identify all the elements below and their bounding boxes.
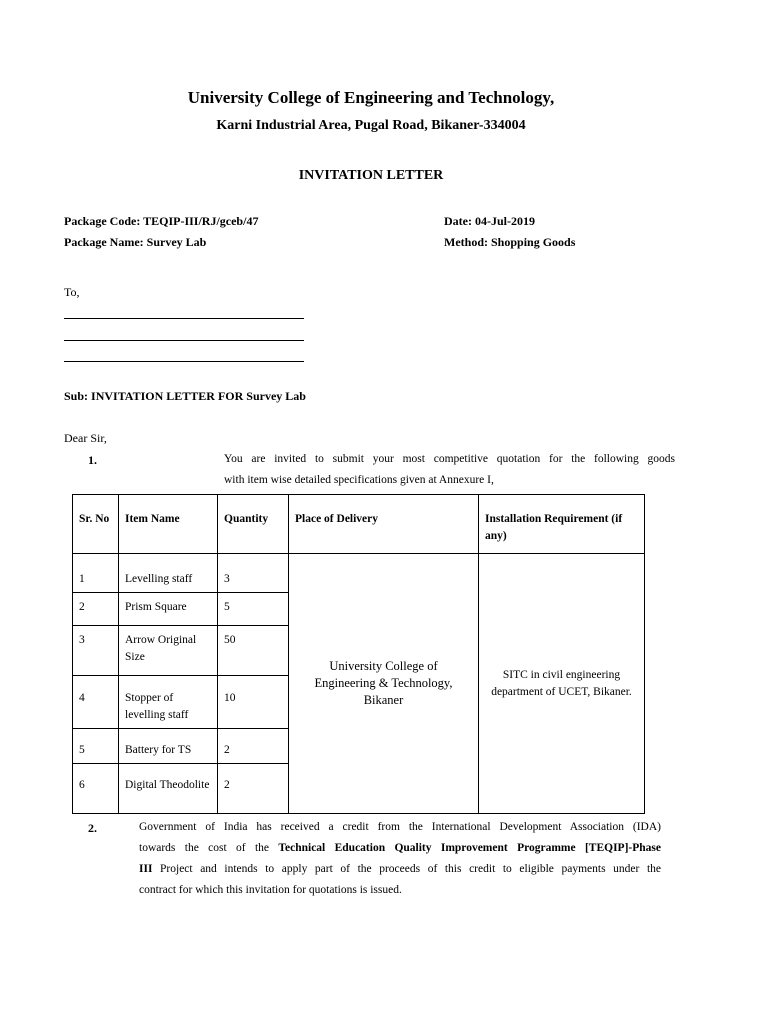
cell-qty: 2 bbox=[218, 764, 289, 814]
cell-item: Stopper of levelling staff bbox=[119, 676, 218, 729]
para2-line3 bbox=[139, 863, 661, 875]
items-table bbox=[72, 494, 645, 814]
table-header-row bbox=[73, 495, 645, 554]
cell-qty: 2 bbox=[218, 729, 289, 764]
teqip-phase: III bbox=[139, 863, 153, 875]
procurement-method: Method: Shopping Goods bbox=[444, 235, 576, 249]
para1-line2: with item wise detailed specifications given at Annexure I, bbox=[224, 474, 494, 486]
header-installation: Installation Requirement (if any) bbox=[479, 495, 645, 554]
package-code: Package Code: TEQIP-III/RJ/gceb/47 bbox=[64, 214, 259, 228]
table-row bbox=[73, 554, 645, 593]
cell-sr: 3 bbox=[73, 626, 119, 676]
recipient-to: To, bbox=[64, 285, 80, 299]
para2-line2-text: towards the cost of the bbox=[139, 842, 279, 854]
recipient-blank-line-2 bbox=[64, 340, 304, 341]
cell-item: Arrow Original Size bbox=[119, 626, 218, 676]
cell-qty: 10 bbox=[218, 676, 289, 729]
para2-line2 bbox=[139, 842, 661, 854]
letter-date: Date: 04-Jul-2019 bbox=[444, 214, 535, 228]
institution-title: University College of Engineering and Technology, bbox=[187, 88, 555, 107]
cell-item: Digital Theodolite bbox=[119, 764, 218, 814]
para2-number: 2. bbox=[88, 821, 97, 835]
cell-qty: 50 bbox=[218, 626, 289, 676]
cell-sr: 2 bbox=[73, 593, 119, 626]
cell-qty: 5 bbox=[218, 593, 289, 626]
recipient-blank-line-3 bbox=[64, 361, 304, 362]
cell-qty: 3 bbox=[218, 554, 289, 593]
institution-address: Karni Industrial Area, Pugal Road, Bikaner-334004 bbox=[216, 118, 526, 133]
header-place-of-delivery: Place of Delivery bbox=[289, 495, 479, 554]
package-name: Package Name: Survey Lab bbox=[64, 235, 207, 249]
salutation: Dear Sir, bbox=[64, 431, 107, 445]
subject-line: Sub: INVITATION LETTER FOR Survey Lab bbox=[64, 389, 306, 403]
para1-line1: You are invited to submit your most competitive quotation for the following goods bbox=[224, 453, 675, 465]
cell-place-of-delivery: University College of Engineering & Technology, Bikaner bbox=[289, 554, 479, 814]
cell-sr: 4 bbox=[73, 676, 119, 729]
cell-item: Prism Square bbox=[119, 593, 218, 626]
para2-line4: contract for which this invitation for quotations is issued. bbox=[139, 884, 402, 896]
para1-number: 1. bbox=[88, 453, 97, 467]
cell-item: Levelling staff bbox=[119, 554, 218, 593]
recipient-blank-line-1 bbox=[64, 318, 304, 319]
para2-line1: Government of India has received a credit from the International Development Association (IDA) bbox=[139, 821, 661, 833]
header-item-name: Item Name bbox=[119, 495, 218, 554]
cell-installation: SITC in civil engineering department of UCET, Bikaner. bbox=[479, 554, 645, 814]
para2-line3-text: Project and intends to apply part of the proceeds of this credit to eligible payments under the bbox=[152, 863, 661, 875]
cell-sr: 1 bbox=[73, 554, 119, 593]
teqip-programme-name: Technical Education Quality Improvement Programme [TEQIP]-Phase bbox=[278, 842, 661, 854]
header-sr-no: Sr. No bbox=[73, 495, 119, 554]
header-quantity: Quantity bbox=[218, 495, 289, 554]
cell-item: Battery for TS bbox=[119, 729, 218, 764]
cell-sr: 6 bbox=[73, 764, 119, 814]
document-heading: INVITATION LETTER bbox=[298, 168, 444, 183]
cell-sr: 5 bbox=[73, 729, 119, 764]
